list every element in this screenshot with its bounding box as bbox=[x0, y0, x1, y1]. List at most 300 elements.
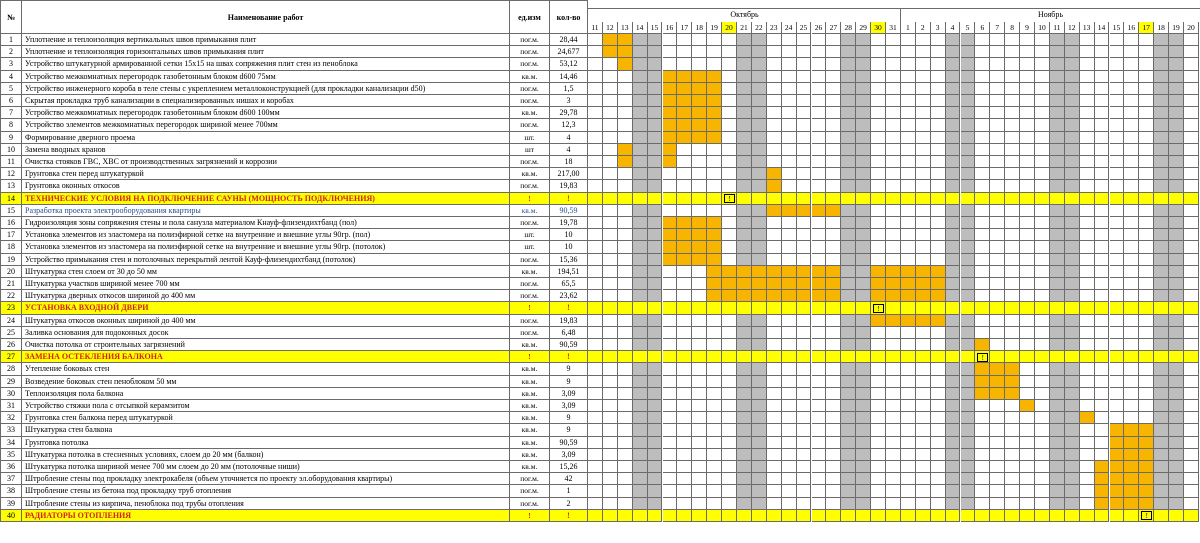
gantt-cell bbox=[692, 58, 707, 70]
weekend-cell bbox=[1050, 58, 1065, 70]
gantt-cell bbox=[692, 473, 707, 485]
gantt-cell bbox=[1080, 266, 1095, 278]
gantt-bar-cell bbox=[663, 144, 678, 156]
weekend-cell bbox=[856, 424, 871, 436]
gantt-cell bbox=[812, 119, 827, 131]
gantt-cell bbox=[722, 156, 737, 168]
task-name: РАДИАТОРЫ ОТОПЛЕНИЯ bbox=[22, 510, 510, 522]
milestone-cell bbox=[931, 510, 946, 522]
weekend-cell bbox=[961, 83, 976, 95]
weekend-cell bbox=[1050, 132, 1065, 144]
day-header: 14 bbox=[633, 22, 648, 34]
weekend-cell bbox=[1065, 254, 1080, 266]
gantt-cell bbox=[797, 473, 812, 485]
weekend-cell bbox=[856, 388, 871, 400]
gantt-cell bbox=[931, 180, 946, 192]
day-header: 11 bbox=[588, 22, 603, 34]
gantt-cell bbox=[1080, 388, 1095, 400]
task-unit: ! bbox=[510, 193, 550, 205]
weekend-cell bbox=[648, 473, 663, 485]
gantt-cell bbox=[990, 412, 1005, 424]
weekend-cell bbox=[737, 71, 752, 83]
gantt-bar-cell bbox=[767, 180, 782, 192]
gantt-cell bbox=[707, 388, 722, 400]
weekend-cell bbox=[1050, 290, 1065, 302]
gantt-cell bbox=[931, 58, 946, 70]
weekend-cell bbox=[1169, 449, 1184, 461]
gantt-cell bbox=[707, 461, 722, 473]
milestone-cell bbox=[797, 302, 812, 314]
task-unit: пог.м. bbox=[510, 254, 550, 266]
weekend-cell bbox=[1065, 424, 1080, 436]
weekend-cell bbox=[961, 339, 976, 351]
gantt-cell bbox=[707, 327, 722, 339]
gantt-cell bbox=[916, 156, 931, 168]
gantt-cell bbox=[588, 437, 603, 449]
gantt-cell bbox=[931, 498, 946, 510]
milestone-cell bbox=[618, 193, 633, 205]
gantt-cell bbox=[1035, 71, 1050, 83]
gantt-cell bbox=[1184, 339, 1199, 351]
gantt-cell bbox=[1139, 95, 1154, 107]
gantt-cell bbox=[1080, 315, 1095, 327]
gantt-cell bbox=[1095, 388, 1110, 400]
gantt-cell bbox=[916, 58, 931, 70]
gantt-cell bbox=[797, 144, 812, 156]
task-name: Скрытая прокладка труб канализации в специализированных нишах и коробах bbox=[22, 95, 510, 107]
gantt-bar-cell bbox=[677, 254, 692, 266]
gantt-cell bbox=[767, 376, 782, 388]
gantt-cell bbox=[603, 498, 618, 510]
milestone-cell bbox=[1080, 510, 1095, 522]
weekend-cell bbox=[648, 327, 663, 339]
weekend-cell bbox=[648, 278, 663, 290]
gantt-cell bbox=[975, 327, 990, 339]
gantt-cell bbox=[990, 119, 1005, 131]
gantt-cell bbox=[782, 180, 797, 192]
weekend-cell bbox=[961, 424, 976, 436]
gantt-cell bbox=[618, 388, 633, 400]
weekend-cell bbox=[841, 144, 856, 156]
gantt-cell bbox=[603, 278, 618, 290]
gantt-cell bbox=[588, 315, 603, 327]
weekend-cell bbox=[1050, 388, 1065, 400]
gantt-cell bbox=[1020, 461, 1035, 473]
gantt-bar-cell bbox=[931, 315, 946, 327]
weekend-cell bbox=[1169, 46, 1184, 58]
gantt-cell bbox=[782, 424, 797, 436]
gantt-cell bbox=[1035, 498, 1050, 510]
milestone-cell bbox=[722, 302, 737, 314]
gantt-cell bbox=[886, 388, 901, 400]
milestone-cell bbox=[961, 510, 976, 522]
gantt-cell bbox=[1095, 34, 1110, 46]
gantt-cell bbox=[1020, 144, 1035, 156]
gantt-cell bbox=[782, 327, 797, 339]
task-name: Заливка основания для подоконных досок bbox=[22, 327, 510, 339]
gantt-cell bbox=[1124, 376, 1139, 388]
task-unit: пог.м. bbox=[510, 119, 550, 131]
weekend-cell bbox=[946, 449, 961, 461]
task-unit: пог.м. bbox=[510, 278, 550, 290]
gantt-cell bbox=[990, 144, 1005, 156]
gantt-cell bbox=[1005, 339, 1020, 351]
gantt-cell bbox=[975, 498, 990, 510]
day-header: 17 bbox=[1139, 22, 1154, 34]
gantt-cell bbox=[707, 473, 722, 485]
weekend-cell bbox=[1050, 180, 1065, 192]
gantt-cell bbox=[886, 107, 901, 119]
gantt-cell bbox=[871, 205, 886, 217]
weekend-cell bbox=[633, 388, 648, 400]
gantt-cell bbox=[886, 95, 901, 107]
gantt-bar-cell bbox=[797, 290, 812, 302]
gantt-cell bbox=[812, 132, 827, 144]
milestone-cell bbox=[1020, 510, 1035, 522]
gantt-bar-cell bbox=[618, 144, 633, 156]
gantt-cell bbox=[990, 58, 1005, 70]
gantt-cell bbox=[812, 83, 827, 95]
weekend-cell bbox=[961, 278, 976, 290]
gantt-cell bbox=[1139, 388, 1154, 400]
weekend-cell bbox=[1169, 180, 1184, 192]
gantt-bar-cell bbox=[677, 217, 692, 229]
gantt-cell bbox=[603, 71, 618, 83]
gantt-cell bbox=[1184, 327, 1199, 339]
weekend-cell bbox=[841, 412, 856, 424]
gantt-bar-cell bbox=[707, 132, 722, 144]
gantt-cell bbox=[1110, 58, 1125, 70]
milestone-cell bbox=[1154, 510, 1169, 522]
gantt-cell bbox=[1184, 229, 1199, 241]
task-quantity: 19,83 bbox=[550, 315, 588, 327]
gantt-cell bbox=[901, 363, 916, 375]
gantt-cell bbox=[1035, 46, 1050, 58]
gantt-cell bbox=[1035, 34, 1050, 46]
gantt-cell bbox=[1005, 241, 1020, 253]
milestone-cell bbox=[618, 510, 633, 522]
gantt-cell bbox=[871, 241, 886, 253]
gantt-cell bbox=[931, 132, 946, 144]
gantt-cell bbox=[812, 424, 827, 436]
gantt-cell bbox=[782, 315, 797, 327]
gantt-cell bbox=[603, 485, 618, 497]
milestone-marker: ! bbox=[977, 353, 988, 362]
weekend-cell bbox=[1154, 339, 1169, 351]
gantt-cell bbox=[1080, 290, 1095, 302]
gantt-cell bbox=[663, 461, 678, 473]
gantt-cell bbox=[767, 46, 782, 58]
weekend-cell bbox=[633, 266, 648, 278]
gantt-cell bbox=[826, 388, 841, 400]
gantt-cell bbox=[663, 315, 678, 327]
weekend-cell bbox=[1154, 266, 1169, 278]
gantt-cell bbox=[975, 424, 990, 436]
gantt-bar-cell bbox=[886, 278, 901, 290]
gantt-cell bbox=[812, 376, 827, 388]
gantt-bar-cell bbox=[663, 95, 678, 107]
weekend-cell bbox=[961, 132, 976, 144]
gantt-cell bbox=[1110, 168, 1125, 180]
gantt-cell bbox=[901, 412, 916, 424]
gantt-cell bbox=[767, 132, 782, 144]
gantt-cell bbox=[797, 83, 812, 95]
milestone-cell bbox=[856, 351, 871, 363]
gantt-cell bbox=[916, 71, 931, 83]
gantt-cell bbox=[871, 180, 886, 192]
gantt-bar-cell bbox=[722, 266, 737, 278]
gantt-cell bbox=[677, 437, 692, 449]
weekend-cell bbox=[1169, 278, 1184, 290]
gantt-cell bbox=[886, 144, 901, 156]
gantt-cell bbox=[1184, 205, 1199, 217]
weekend-cell bbox=[1065, 168, 1080, 180]
weekend-cell bbox=[648, 217, 663, 229]
gantt-cell bbox=[797, 400, 812, 412]
day-header: 24 bbox=[782, 22, 797, 34]
gantt-cell bbox=[1005, 180, 1020, 192]
gantt-bar-cell bbox=[737, 278, 752, 290]
weekend-cell bbox=[1169, 315, 1184, 327]
gantt-cell bbox=[722, 83, 737, 95]
gantt-bar-cell bbox=[826, 205, 841, 217]
milestone-cell bbox=[946, 510, 961, 522]
gantt-cell bbox=[826, 339, 841, 351]
gantt-cell bbox=[618, 229, 633, 241]
milestone-cell bbox=[603, 351, 618, 363]
weekend-cell bbox=[856, 71, 871, 83]
gantt-cell bbox=[886, 217, 901, 229]
gantt-cell bbox=[1110, 46, 1125, 58]
milestone-cell bbox=[588, 510, 603, 522]
gantt-cell bbox=[692, 363, 707, 375]
gantt-cell bbox=[1184, 107, 1199, 119]
gantt-cell bbox=[1020, 58, 1035, 70]
gantt-cell bbox=[797, 95, 812, 107]
gantt-cell bbox=[826, 107, 841, 119]
gantt-cell bbox=[782, 498, 797, 510]
weekend-cell bbox=[1154, 180, 1169, 192]
gantt-cell bbox=[767, 144, 782, 156]
weekend-cell bbox=[633, 290, 648, 302]
gantt-cell bbox=[990, 180, 1005, 192]
gantt-cell bbox=[1005, 217, 1020, 229]
weekend-cell bbox=[961, 327, 976, 339]
gantt-cell bbox=[1035, 266, 1050, 278]
weekend-cell bbox=[648, 339, 663, 351]
weekend-cell bbox=[841, 498, 856, 510]
weekend-cell bbox=[633, 376, 648, 388]
gantt-cell bbox=[901, 400, 916, 412]
task-unit: пог.м. bbox=[510, 217, 550, 229]
gantt-cell bbox=[722, 144, 737, 156]
gantt-cell bbox=[767, 241, 782, 253]
gantt-cell bbox=[1035, 132, 1050, 144]
gantt-cell bbox=[588, 132, 603, 144]
task-unit: шт bbox=[510, 144, 550, 156]
gantt-bar-cell bbox=[871, 278, 886, 290]
gantt-cell bbox=[1124, 156, 1139, 168]
gantt-cell bbox=[1020, 83, 1035, 95]
weekend-cell bbox=[841, 449, 856, 461]
gantt-cell bbox=[782, 144, 797, 156]
task-name: Утепление боковых стен bbox=[22, 363, 510, 375]
day-header: 9 bbox=[1020, 22, 1035, 34]
milestone-cell bbox=[752, 351, 767, 363]
gantt-bar-cell bbox=[931, 290, 946, 302]
gantt-cell bbox=[692, 339, 707, 351]
gantt-cell bbox=[1184, 58, 1199, 70]
weekend-cell bbox=[841, 107, 856, 119]
milestone-cell bbox=[916, 193, 931, 205]
gantt-cell bbox=[1124, 205, 1139, 217]
gantt-cell bbox=[767, 363, 782, 375]
weekend-cell bbox=[648, 95, 663, 107]
gantt-cell bbox=[1020, 266, 1035, 278]
gantt-bar-cell bbox=[618, 46, 633, 58]
milestone-cell bbox=[1184, 351, 1199, 363]
gantt-bar-cell bbox=[916, 315, 931, 327]
gantt-cell bbox=[1110, 290, 1125, 302]
milestone-marker: ! bbox=[873, 304, 884, 313]
weekend-cell bbox=[841, 46, 856, 58]
row-number: 18 bbox=[0, 241, 22, 253]
milestone-cell bbox=[1065, 193, 1080, 205]
weekend-cell bbox=[1050, 144, 1065, 156]
gantt-bar-cell bbox=[707, 119, 722, 131]
row-number: 4 bbox=[0, 71, 22, 83]
gantt-cell bbox=[722, 107, 737, 119]
weekend-cell bbox=[841, 473, 856, 485]
gantt-cell bbox=[767, 327, 782, 339]
gantt-cell bbox=[1020, 327, 1035, 339]
gantt-bar-cell bbox=[692, 83, 707, 95]
weekend-cell bbox=[856, 107, 871, 119]
gantt-cell bbox=[782, 83, 797, 95]
gantt-cell bbox=[603, 437, 618, 449]
weekend-cell bbox=[841, 315, 856, 327]
gantt-cell bbox=[886, 241, 901, 253]
gantt-bar-cell bbox=[663, 119, 678, 131]
gantt-cell bbox=[916, 437, 931, 449]
milestone-cell bbox=[677, 302, 692, 314]
weekend-cell bbox=[1154, 46, 1169, 58]
task-unit: кв.м. bbox=[510, 205, 550, 217]
gantt-cell bbox=[812, 180, 827, 192]
weekend-cell bbox=[648, 412, 663, 424]
gantt-cell bbox=[663, 400, 678, 412]
weekend-cell bbox=[1169, 107, 1184, 119]
gantt-cell bbox=[707, 205, 722, 217]
task-unit: шт. bbox=[510, 229, 550, 241]
weekend-cell bbox=[1065, 388, 1080, 400]
gantt-bar-cell bbox=[707, 229, 722, 241]
gantt-cell bbox=[1020, 229, 1035, 241]
month-divider bbox=[900, 8, 901, 22]
gantt-cell bbox=[1110, 71, 1125, 83]
gantt-cell bbox=[677, 58, 692, 70]
gantt-cell bbox=[1035, 327, 1050, 339]
gantt-bar-cell bbox=[886, 315, 901, 327]
weekend-cell bbox=[737, 388, 752, 400]
gantt-bar-cell bbox=[1095, 498, 1110, 510]
weekend-cell bbox=[633, 107, 648, 119]
weekend-cell bbox=[737, 449, 752, 461]
gantt-bar-cell bbox=[916, 278, 931, 290]
weekend-cell bbox=[946, 107, 961, 119]
day-header: 5 bbox=[961, 22, 976, 34]
gantt-cell bbox=[975, 180, 990, 192]
gantt-bar-cell bbox=[707, 241, 722, 253]
weekend-cell bbox=[946, 46, 961, 58]
gantt-cell bbox=[916, 229, 931, 241]
gantt-cell bbox=[931, 254, 946, 266]
weekend-cell bbox=[1065, 400, 1080, 412]
gantt-cell bbox=[618, 119, 633, 131]
gantt-cell bbox=[797, 58, 812, 70]
gantt-cell bbox=[1080, 498, 1095, 510]
milestone-cell bbox=[648, 510, 663, 522]
weekend-cell bbox=[1169, 327, 1184, 339]
gantt-cell bbox=[618, 241, 633, 253]
weekend-cell bbox=[1169, 424, 1184, 436]
weekend-cell bbox=[752, 327, 767, 339]
day-header: 16 bbox=[1124, 22, 1139, 34]
gantt-cell bbox=[767, 437, 782, 449]
gantt-cell bbox=[663, 412, 678, 424]
gantt-cell bbox=[886, 58, 901, 70]
gantt-cell bbox=[797, 168, 812, 180]
weekend-cell bbox=[752, 58, 767, 70]
gantt-cell bbox=[1124, 290, 1139, 302]
gantt-bar-cell bbox=[782, 266, 797, 278]
gantt-cell bbox=[886, 473, 901, 485]
weekend-cell bbox=[1065, 449, 1080, 461]
weekend-cell bbox=[633, 132, 648, 144]
gantt-cell bbox=[826, 180, 841, 192]
gantt-bar-cell bbox=[797, 266, 812, 278]
weekend-cell bbox=[1050, 278, 1065, 290]
gantt-cell bbox=[618, 205, 633, 217]
row-number: 10 bbox=[0, 144, 22, 156]
weekend-cell bbox=[1065, 156, 1080, 168]
weekend-cell bbox=[737, 485, 752, 497]
weekend-cell bbox=[1169, 156, 1184, 168]
gantt-cell bbox=[1139, 266, 1154, 278]
row-number: 15 bbox=[0, 205, 22, 217]
weekend-cell bbox=[1065, 473, 1080, 485]
weekend-cell bbox=[633, 315, 648, 327]
gantt-cell bbox=[990, 168, 1005, 180]
gantt-cell bbox=[990, 498, 1005, 510]
milestone-cell bbox=[1005, 302, 1020, 314]
task-unit: кв.м. bbox=[510, 266, 550, 278]
gantt-bar-cell bbox=[871, 315, 886, 327]
task-unit: кв.м. bbox=[510, 71, 550, 83]
row-number: 13 bbox=[0, 180, 22, 192]
weekend-cell bbox=[752, 498, 767, 510]
gantt-cell bbox=[975, 71, 990, 83]
task-name: ЗАМЕНА ОСТЕКЛЕНИЯ БАЛКОНА bbox=[22, 351, 510, 363]
weekend-cell bbox=[1169, 485, 1184, 497]
gantt-cell bbox=[1124, 327, 1139, 339]
weekend-cell bbox=[946, 217, 961, 229]
gantt-cell bbox=[1020, 205, 1035, 217]
task-unit: кв.м. bbox=[510, 339, 550, 351]
task-quantity: 53,12 bbox=[550, 58, 588, 70]
gantt-cell bbox=[931, 95, 946, 107]
milestone-cell bbox=[633, 193, 648, 205]
